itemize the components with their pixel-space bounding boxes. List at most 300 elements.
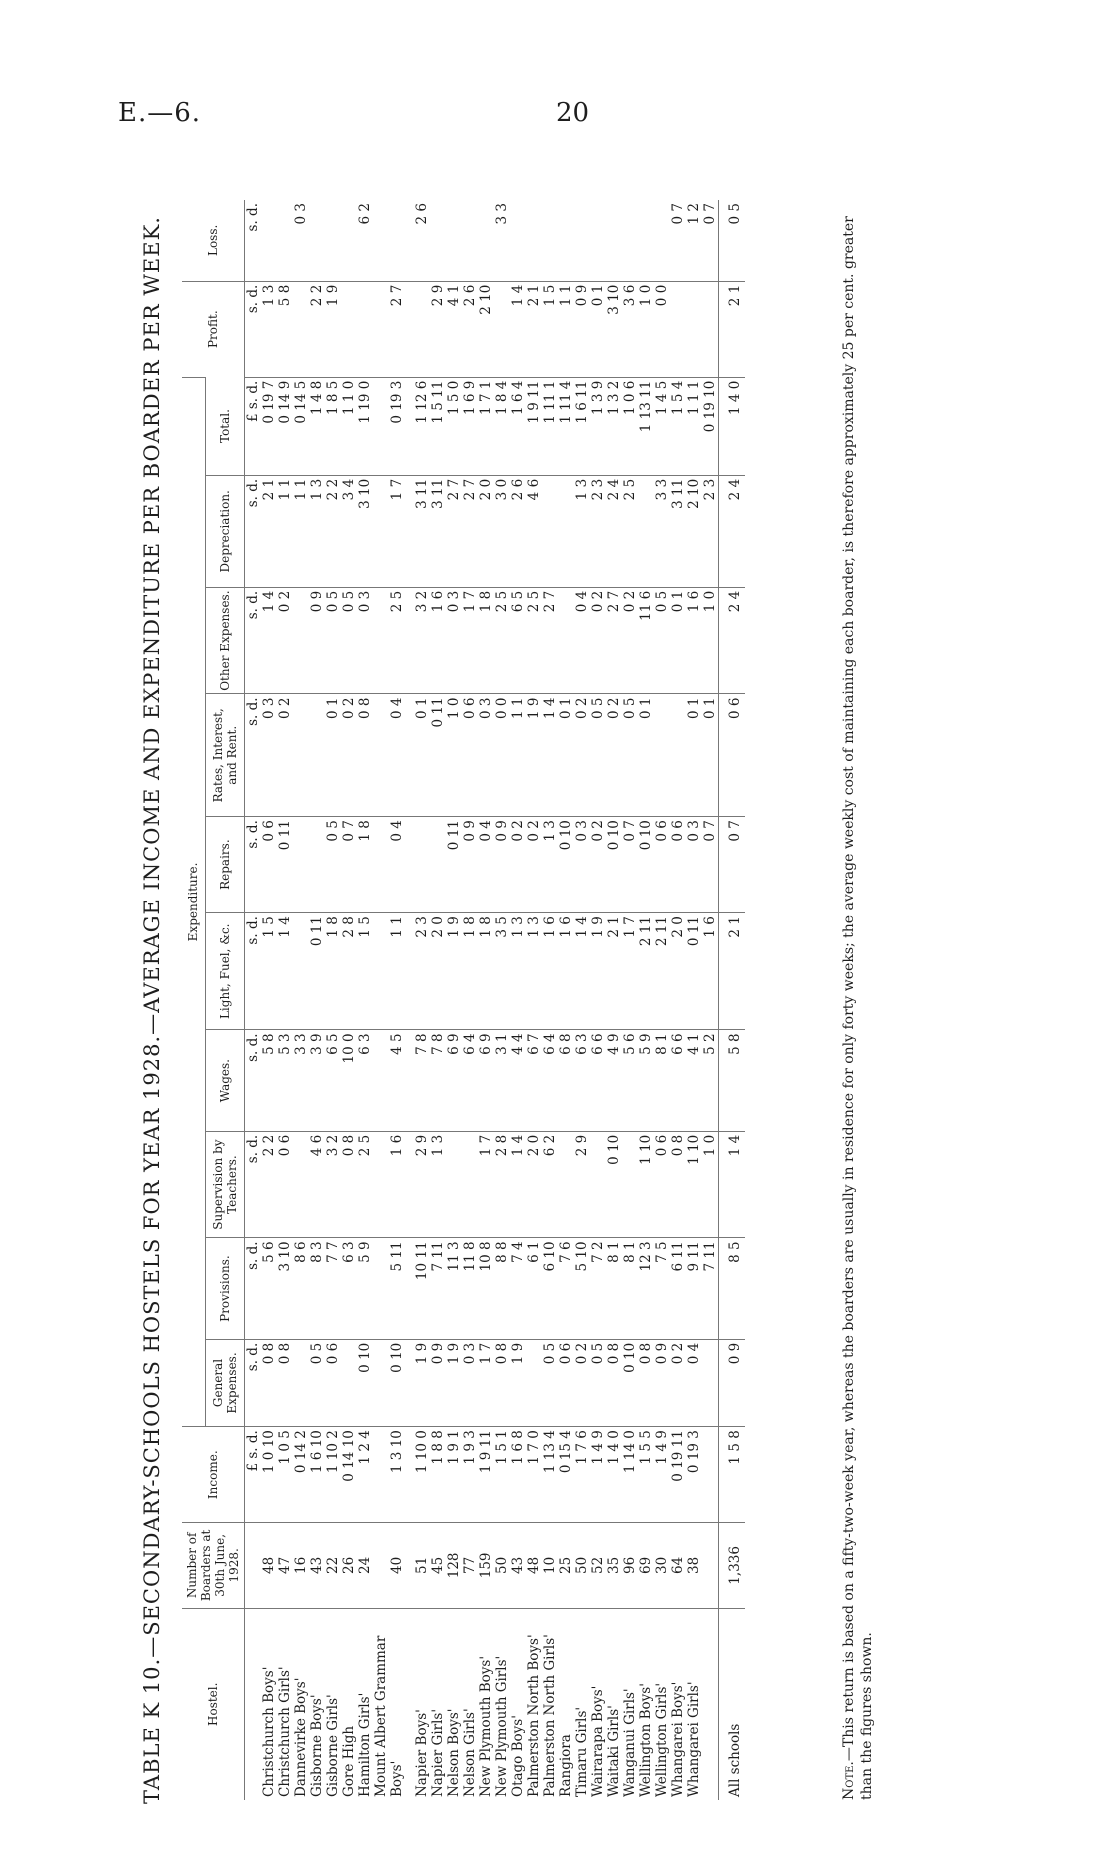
col-provisions: Provisions. xyxy=(205,1238,244,1339)
cell-provisions: 6 1 xyxy=(526,1238,542,1339)
cell-other xyxy=(373,587,389,694)
cell-light: 1 4 xyxy=(277,913,293,1030)
table-row xyxy=(373,200,389,1800)
cell-profit: 2 7 xyxy=(389,281,405,377)
cell-supervision: 2 8 xyxy=(494,1131,510,1238)
cell-supervision: 2 5 xyxy=(357,1131,373,1238)
cell-general: 0 2 xyxy=(670,1339,686,1426)
cell-boarders: 128 xyxy=(446,1523,462,1608)
cell-depreciation: 2 3 xyxy=(590,475,606,587)
col-boarders: Number of Boarders at 30th June, 1928. xyxy=(182,1523,245,1608)
spacer-cell xyxy=(405,913,414,1030)
cell-depreciation: 2 1 xyxy=(261,475,277,587)
table-row xyxy=(686,200,702,1800)
cell-hostel: Timaru Girls' xyxy=(574,1608,590,1800)
cell-light: 1 8 xyxy=(462,913,478,1030)
cell-supervision: 3 2 xyxy=(325,1131,341,1238)
cell-income xyxy=(702,1427,719,1523)
cell-wages: 3 3 xyxy=(293,1030,309,1131)
cell-general: 0 10 xyxy=(357,1339,373,1426)
cell-provisions: 8 3 xyxy=(309,1238,325,1339)
cell-light xyxy=(293,913,309,1030)
cell-supervision xyxy=(373,1131,389,1238)
cell-provisions: 3 10 xyxy=(277,1238,293,1339)
cell-repairs: 0 5 xyxy=(325,817,341,913)
cell-loss xyxy=(430,200,446,281)
unit-wages: s. d. xyxy=(245,1030,262,1131)
cell-provisions: 7 11 xyxy=(430,1238,446,1339)
cell-boarders: 47 xyxy=(277,1523,293,1608)
cell-light: 2 11 xyxy=(638,913,654,1030)
table-row xyxy=(446,200,462,1800)
cell-profit: 1 4 xyxy=(510,281,526,377)
cell-wages: 7 8 xyxy=(430,1030,446,1131)
cell-boarders: 38 xyxy=(686,1523,702,1608)
cell-depreciation: 3 11 xyxy=(430,475,446,587)
cell-repairs xyxy=(430,817,446,913)
cell-hostel: All schools xyxy=(719,1608,746,1800)
cell-total: 1 3 9 xyxy=(590,377,606,475)
cell-rates xyxy=(309,694,325,817)
cell-rates: 0 1 xyxy=(558,694,574,817)
cell-total: 1 6 9 xyxy=(462,377,478,475)
table-row xyxy=(558,200,574,1800)
cell-depreciation: 2 3 xyxy=(702,475,719,587)
cell-light: 2 0 xyxy=(430,913,446,1030)
cell-repairs: 0 6 xyxy=(261,817,277,913)
cell-boarders: 24 xyxy=(357,1523,373,1608)
cell-provisions: 6 10 xyxy=(542,1238,558,1339)
cell-other xyxy=(558,587,574,694)
cell-depreciation: 2 10 xyxy=(686,475,702,587)
cell-wages: 4 4 xyxy=(510,1030,526,1131)
footnote xyxy=(840,200,876,1800)
table-row xyxy=(261,200,277,1800)
cell-hostel: Wellington Boys' xyxy=(638,1608,654,1800)
cell-light: 3 5 xyxy=(494,913,510,1030)
cell-light: 2 11 xyxy=(654,913,670,1030)
cell-other: 2 7 xyxy=(542,587,558,694)
unit-loss: s. d. xyxy=(245,203,261,232)
cell-supervision: 0 6 xyxy=(654,1131,670,1238)
cell-light: 0 11 xyxy=(686,913,702,1030)
cell-depreciation xyxy=(542,475,558,587)
spacer-cell xyxy=(405,281,414,377)
cell-repairs: 0 6 xyxy=(670,817,686,913)
cell-total: 1 0 6 xyxy=(622,377,638,475)
cell-repairs: 0 3 xyxy=(686,817,702,913)
cell-general: 0 8 xyxy=(494,1339,510,1426)
cell-boarders: 50 xyxy=(494,1523,510,1608)
cell-profit: 0 0 xyxy=(654,281,670,377)
cell-total: 0 19 3 xyxy=(389,377,405,475)
cell-wages: 6 3 xyxy=(574,1030,590,1131)
cell-light: 2 1 xyxy=(606,913,622,1030)
cell-supervision: 2 9 xyxy=(574,1131,590,1238)
cell-repairs: 0 2 xyxy=(590,817,606,913)
cell-other: 0 3 xyxy=(446,587,462,694)
cell-income xyxy=(373,1427,389,1523)
cell-general: 0 9 xyxy=(430,1339,446,1426)
cell-wages: 6 5 xyxy=(325,1030,341,1131)
totals-row xyxy=(719,200,746,1800)
cell-supervision: 1 3 xyxy=(430,1131,446,1238)
col-light: Light, Fuel, &c. xyxy=(205,913,244,1030)
cell-rates: 0 8 xyxy=(357,694,373,817)
cell-depreciation: 4 6 xyxy=(526,475,542,587)
cell-provisions xyxy=(373,1238,389,1339)
cell-hostel: Palmerston North Boys' xyxy=(526,1608,542,1800)
cell-provisions: 7 6 xyxy=(558,1238,574,1339)
cell-income: 1 14 0 xyxy=(622,1427,638,1523)
cell-supervision: 4 6 xyxy=(309,1131,325,1238)
spacer-cell xyxy=(405,1339,414,1426)
cell-hostel: Mount Albert Grammar xyxy=(373,1608,389,1800)
cell-rates: 0 1 xyxy=(686,694,702,817)
cell-rates: 0 6 xyxy=(719,694,746,817)
table-row xyxy=(414,200,430,1800)
cell-income: 1 10 0 xyxy=(414,1427,430,1523)
cell-rates: 0 6 xyxy=(462,694,478,817)
cell-profit: 5 8 xyxy=(277,281,293,377)
cell-income: 1 4 9 xyxy=(654,1427,670,1523)
unit-provisions: s. d. xyxy=(245,1238,262,1339)
col-repairs: Repairs. xyxy=(205,817,244,913)
cell-income: 1 6 8 xyxy=(510,1427,526,1523)
cell-depreciation: 3 11 xyxy=(414,475,430,587)
cell-depreciation: 1 1 xyxy=(293,475,309,587)
cell-loss xyxy=(542,200,558,281)
cell-boarders: 1,336 xyxy=(719,1523,746,1608)
cell-general: 0 8 xyxy=(606,1339,622,1426)
cell-hostel: Gisborne Girls' xyxy=(325,1608,341,1800)
col-total: Total. xyxy=(205,377,244,475)
spacer-cell xyxy=(405,1238,414,1339)
cell-provisions: 7 4 xyxy=(510,1238,526,1339)
cell-loss: 6 2 xyxy=(357,203,373,225)
cell-depreciation: 2 6 xyxy=(510,475,526,587)
cell-loss xyxy=(622,200,638,281)
cell-depreciation: 2 4 xyxy=(719,475,746,587)
cell-supervision xyxy=(446,1131,462,1238)
cell-loss xyxy=(446,200,462,281)
cell-total: 1 8 4 xyxy=(494,377,510,475)
cell-hostel: Christchurch Girls' xyxy=(277,1608,293,1800)
col-general: General Expenses. xyxy=(205,1339,244,1426)
cell-depreciation: 2 7 xyxy=(446,475,462,587)
cell-rates: 0 1 xyxy=(702,694,719,817)
cell-profit: 1 9 xyxy=(325,281,341,377)
cell-total: 1 7 1 xyxy=(478,377,494,475)
cell-provisions: 5 10 xyxy=(574,1238,590,1339)
cell-other: 1 7 xyxy=(462,587,478,694)
cell-hostel: Nelson Girls' xyxy=(462,1608,478,1800)
cell-rates: 1 9 xyxy=(526,694,542,817)
cell-provisions: 5 6 xyxy=(261,1238,277,1339)
cell-income: 0 14 2 xyxy=(293,1427,309,1523)
cell-other: 6 5 xyxy=(510,587,526,694)
cell-total: 1 5 0 xyxy=(446,377,462,475)
cell-wages: 4 1 xyxy=(686,1030,702,1131)
cell-total: 1 12 6 xyxy=(414,377,430,475)
cell-loss xyxy=(341,200,357,281)
cell-other: 0 9 xyxy=(309,587,325,694)
col-profit: Profit. xyxy=(182,281,245,377)
cell-profit: 1 5 xyxy=(542,281,558,377)
cell-rates: 0 4 xyxy=(389,694,405,817)
cell-total: 1 11 1 xyxy=(542,377,558,475)
cell-rates: 0 1 xyxy=(325,694,341,817)
spacer-cell xyxy=(405,1131,414,1238)
cell-provisions: 7 7 xyxy=(325,1238,341,1339)
cell-profit xyxy=(414,281,430,377)
cell-rates: 0 1 xyxy=(638,694,654,817)
cell-other: 1 0 xyxy=(702,587,719,694)
cell-supervision: 1 4 xyxy=(719,1131,746,1238)
hostels-table xyxy=(182,200,745,1800)
unit-income: £ s. d. xyxy=(245,1427,262,1523)
col-depreciation: Depreciation. xyxy=(205,475,244,587)
unit-repairs: s. d. xyxy=(245,817,262,913)
cell-repairs: 0 3 xyxy=(574,817,590,913)
table-row xyxy=(526,200,542,1800)
cell-income: 1 9 1 xyxy=(446,1427,462,1523)
cell-profit xyxy=(373,281,389,377)
cell-other xyxy=(293,587,309,694)
cell-wages: 6 4 xyxy=(462,1030,478,1131)
cell-supervision: 1 7 xyxy=(478,1131,494,1238)
cell-supervision: 0 8 xyxy=(341,1131,357,1238)
cell-depreciation xyxy=(373,475,389,587)
cell-depreciation: 2 0 xyxy=(478,475,494,587)
cell-depreciation: 2 7 xyxy=(462,475,478,587)
cell-other: 0 5 xyxy=(654,587,670,694)
cell-total: 1 19 0 xyxy=(357,377,373,475)
cell-light: 1 4 xyxy=(574,913,590,1030)
cell-provisions: 8 1 xyxy=(622,1238,638,1339)
cell-light: 1 6 xyxy=(702,913,719,1030)
cell-hostel: New Plymouth Boys' xyxy=(478,1608,494,1800)
cell-other: 0 3 xyxy=(357,587,373,694)
cell-other: 2 7 xyxy=(606,587,622,694)
cell-loss: 0 3 xyxy=(293,203,309,225)
cell-profit xyxy=(357,281,373,377)
cell-general: 1 9 xyxy=(446,1339,462,1426)
cell-boarders: 35 xyxy=(606,1523,622,1608)
cell-wages: 8 1 xyxy=(654,1030,670,1131)
cell-total: 0 14 9 xyxy=(277,377,293,475)
cell-depreciation: 2 2 xyxy=(325,475,341,587)
cell-total: 1 1 1 xyxy=(686,377,702,475)
cell-rates: 1 1 xyxy=(510,694,526,817)
table-row xyxy=(542,200,558,1800)
cell-wages: 4 9 xyxy=(606,1030,622,1131)
unit-rates: s. d. xyxy=(245,694,262,817)
cell-total: 1 4 5 xyxy=(654,377,670,475)
cell-profit: 0 9 xyxy=(574,281,590,377)
cell-loss xyxy=(526,200,542,281)
cell-other: 2 5 xyxy=(389,587,405,694)
cell-light: 2 0 xyxy=(670,913,686,1030)
cell-other: 0 5 xyxy=(341,587,357,694)
cell-wages: 4 5 xyxy=(389,1030,405,1131)
cell-loss xyxy=(261,200,277,281)
cell-provisions: 8 5 xyxy=(719,1238,746,1339)
cell-repairs xyxy=(414,817,430,913)
col-supervision: Supervision by Teachers. xyxy=(205,1131,244,1238)
cell-supervision: 0 8 xyxy=(670,1131,686,1238)
cell-other: 0 1 xyxy=(670,587,686,694)
cell-light: 1 1 xyxy=(389,913,405,1030)
cell-general xyxy=(526,1339,542,1426)
cell-general: 0 5 xyxy=(590,1339,606,1426)
cell-income: 1 2 4 xyxy=(357,1427,373,1523)
cell-repairs: 0 6 xyxy=(654,817,670,913)
table-row xyxy=(510,200,526,1800)
cell-light: 1 9 xyxy=(590,913,606,1030)
cell-rates xyxy=(670,694,686,817)
cell-hostel: Rangiora xyxy=(558,1608,574,1800)
cell-other: 2 5 xyxy=(494,587,510,694)
cell-income: 1 13 4 xyxy=(542,1427,558,1523)
cell-general xyxy=(702,1339,719,1426)
cell-loss xyxy=(654,200,670,281)
cell-profit xyxy=(686,281,702,377)
cell-income: 1 6 10 xyxy=(309,1427,325,1523)
cell-hostel: Palmerston North Girls' xyxy=(542,1608,558,1800)
cell-repairs: 0 10 xyxy=(558,817,574,913)
cell-repairs xyxy=(293,817,309,913)
cell-light: 1 9 xyxy=(446,913,462,1030)
cell-hostel: Gisborne Boys' xyxy=(309,1608,325,1800)
cell-boarders: 48 xyxy=(526,1523,542,1608)
cell-total: 1 5 11 xyxy=(430,377,446,475)
cell-loss xyxy=(389,200,405,281)
cell-wages: 3 9 xyxy=(309,1030,325,1131)
cell-profit: 2 1 xyxy=(526,281,542,377)
cell-profit xyxy=(670,281,686,377)
col-other: Other Expenses. xyxy=(205,587,244,694)
cell-boarders: 48 xyxy=(261,1523,277,1608)
cell-total: 1 4 0 xyxy=(719,377,746,475)
cell-repairs: 0 11 xyxy=(446,817,462,913)
cell-loss: 0 7 xyxy=(670,203,686,225)
cell-rates: 1 4 xyxy=(542,694,558,817)
cell-income: 1 0 5 xyxy=(277,1427,293,1523)
cell-loss xyxy=(478,200,494,281)
cell-hostel: Gore High xyxy=(341,1608,357,1800)
cell-income: 1 9 11 xyxy=(478,1427,494,1523)
cell-hostel: Napier Boys' xyxy=(414,1608,430,1800)
cell-general: 0 8 xyxy=(277,1339,293,1426)
cell-profit xyxy=(702,281,719,377)
cell-hostel: Nelson Boys' xyxy=(446,1608,462,1800)
cell-light: 1 3 xyxy=(526,913,542,1030)
cell-hostel: Dannevirke Boys' xyxy=(293,1608,309,1800)
cell-boarders: 16 xyxy=(293,1523,309,1608)
cell-profit: 2 10 xyxy=(478,281,494,377)
cell-boarders: 10 xyxy=(542,1523,558,1608)
cell-supervision: 1 6 xyxy=(389,1131,405,1238)
spacer-cell xyxy=(405,1523,414,1608)
spacer-cell xyxy=(405,475,414,587)
cell-depreciation: 1 3 xyxy=(574,475,590,587)
cell-provisions: 11 8 xyxy=(462,1238,478,1339)
cell-general xyxy=(373,1339,389,1426)
cell-general: 0 2 xyxy=(574,1339,590,1426)
cell-other: 3 2 xyxy=(414,587,430,694)
cell-boarders: 52 xyxy=(590,1523,606,1608)
cell-profit: 2 1 xyxy=(719,281,746,377)
cell-loss xyxy=(590,200,606,281)
unit-general: s. d. xyxy=(245,1339,262,1426)
footnote-label: Note. xyxy=(841,1761,857,1800)
cell-repairs: 0 10 xyxy=(606,817,622,913)
cell-light: 1 8 xyxy=(325,913,341,1030)
cell-total: 1 9 11 xyxy=(526,377,542,475)
cell-wages: 6 6 xyxy=(670,1030,686,1131)
cell-light: 1 5 xyxy=(357,913,373,1030)
cell-provisions: 6 3 xyxy=(341,1238,357,1339)
unit-total: £ s. d. xyxy=(245,377,262,475)
cell-boarders: 69 xyxy=(638,1523,654,1608)
cell-other: 1 8 xyxy=(478,587,494,694)
cell-supervision: 1 10 xyxy=(686,1131,702,1238)
cell-total xyxy=(373,377,389,475)
cell-income: 1 3 10 xyxy=(389,1427,405,1523)
cell-loss: 0 5 xyxy=(719,200,746,281)
table-row xyxy=(622,200,638,1800)
cell-income: 1 5 8 xyxy=(719,1427,746,1523)
cell-supervision: 1 10 xyxy=(638,1131,654,1238)
cell-light: 2 8 xyxy=(341,913,357,1030)
report-code: E.—6. xyxy=(118,98,202,128)
cell-loss xyxy=(638,200,654,281)
cell-income: 1 5 1 xyxy=(494,1427,510,1523)
cell-rates: 0 2 xyxy=(341,694,357,817)
cell-total: 1 13 11 xyxy=(638,377,654,475)
cell-general: 0 5 xyxy=(309,1339,325,1426)
cell-total: 1 11 4 xyxy=(558,377,574,475)
cell-supervision: 0 6 xyxy=(277,1131,293,1238)
cell-profit: 0 1 xyxy=(590,281,606,377)
table-row xyxy=(462,200,478,1800)
cell-repairs: 0 7 xyxy=(622,817,638,913)
cell-rates: 0 3 xyxy=(478,694,494,817)
cell-income: 0 19 3 xyxy=(686,1427,702,1523)
cell-profit xyxy=(341,281,357,377)
spacer-cell xyxy=(405,1608,414,1800)
cell-other: 2 5 xyxy=(526,587,542,694)
cell-supervision: 1 4 xyxy=(510,1131,526,1238)
table-row xyxy=(389,200,405,1800)
cell-general xyxy=(293,1339,309,1426)
table-row xyxy=(574,200,590,1800)
cell-rates: 0 11 xyxy=(430,694,446,817)
cell-repairs xyxy=(373,817,389,913)
cell-depreciation: 3 11 xyxy=(670,475,686,587)
cell-total: 0 19 10 xyxy=(702,377,719,475)
cell-light: 2 1 xyxy=(719,913,746,1030)
cell-loss xyxy=(309,200,325,281)
cell-other: 11 6 xyxy=(638,587,654,694)
cell-supervision xyxy=(622,1131,638,1238)
cell-rates xyxy=(373,694,389,817)
cell-wages: 5 9 xyxy=(638,1030,654,1131)
cell-repairs: 0 4 xyxy=(478,817,494,913)
table-row xyxy=(293,200,309,1800)
cell-repairs: 1 8 xyxy=(357,817,373,913)
